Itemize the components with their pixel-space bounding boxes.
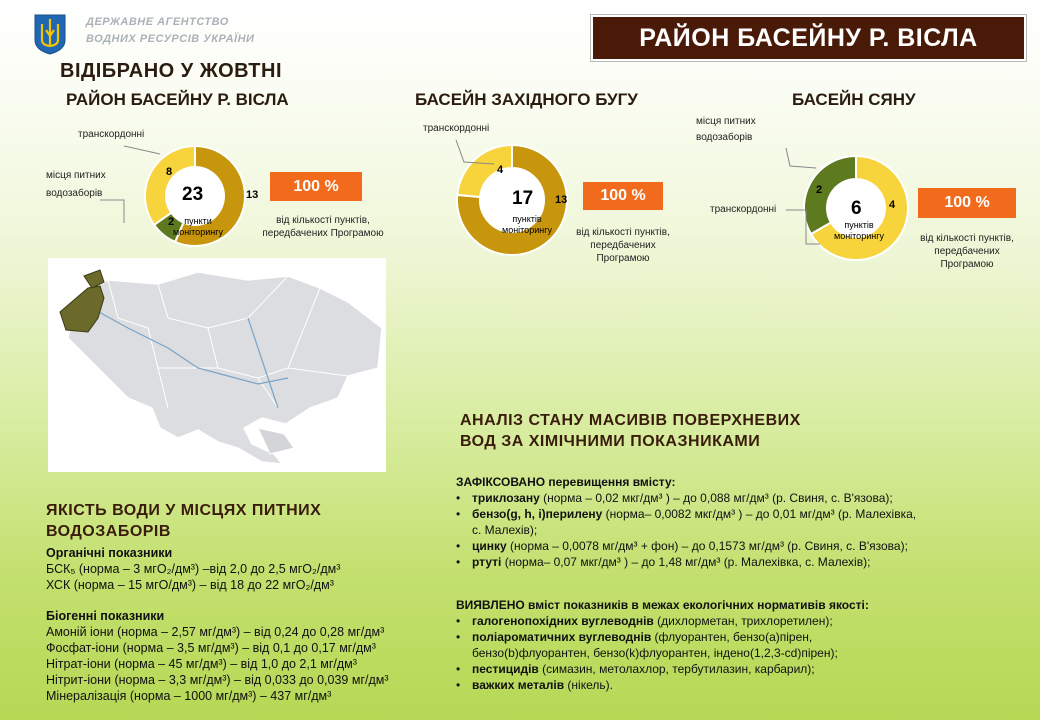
chart-3-title: БАСЕЙН СЯНУ: [792, 90, 916, 109]
list-item: • триклозану (норма – 0,02 мкг/дм³ ) – до 0,088 мг/дм³ (р. Свиня, с. В'язова);: [456, 491, 893, 505]
chart-1-label-transborder: транскордонні: [78, 129, 145, 140]
chart-3-value-water: 2: [816, 184, 823, 196]
chart-3-label-water: місця питних водозаборів: [696, 116, 756, 143]
chart-2-percent: 100 %: [583, 182, 663, 210]
chart-1-value-water: 2: [168, 216, 175, 228]
list-item: • пестицидів (симазин, метолахлор, тербутилазин, карбарил);: [456, 662, 815, 676]
analysis-heading-line-2: ВОД ЗА ХІМІЧНИМИ ПОКАЗНИКАМИ: [460, 433, 761, 450]
agency-line-2: ВОДНИХ РЕСУРСІВ УКРАЇНИ: [86, 33, 255, 45]
list-item: • бензо(g, h, i)перилену (норма– 0,0082 мкг/дм³ ) – до 0,01 мг/дм³ (р. Малехівка, с. Малехів);: [456, 507, 917, 537]
chart-1-title: РАЙОН БАСЕЙНУ Р. ВІСЛА: [66, 90, 289, 109]
biogenic-line-2: Фосфат-іони (норма – 3,5 мг/дм³) – від 0,1 до 0,17 мг/дм³: [46, 641, 376, 655]
organic-line-1: БСК₅ (норма – 3 мгО₂/дм³) –від 2,0 до 2,5 мгО₂/дм³: [46, 562, 341, 576]
quality-heading: [46, 500, 321, 542]
chart-2-label-transborder: транскордонні: [423, 123, 490, 134]
biogenic-line-4: Нітрит-іони (норма – 3,3 мг/дм³) – від 0,033 до 0,039 мг/дм³: [46, 673, 389, 687]
exceedance-list: [456, 474, 1031, 570]
organic-line-2: ХСК (норма – 15 мгО/дм³) – від 18 до 22 мгО₂/дм³: [46, 578, 334, 592]
quality-heading-line-2: ВОДОЗАБОРІВ: [46, 523, 171, 540]
list-item: • важких металів (нікель).: [456, 678, 613, 692]
found-heading: ВИЯВЛЕНО вміст показників в межах екологічних нормативів якості:: [456, 598, 869, 612]
chart-3-percent: 100 %: [918, 188, 1016, 218]
chart-3-value-monitoring: 4: [889, 199, 896, 211]
quality-organic: [46, 545, 340, 593]
chart-3-total: 6: [851, 198, 862, 219]
biogenic-line-3: Нітрат-іони (норма – 45 мг/дм³) – від 1,0 до 2,1 мг/дм³: [46, 657, 357, 671]
chart-3-label-transborder: транскордонні: [710, 204, 777, 215]
selected-heading: ВІДІБРАНО У ЖОВТНІ: [60, 60, 283, 82]
quality-heading-line-1: ЯКІСТЬ ВОДИ У МІСЦЯХ ПИТНИХ: [46, 502, 322, 519]
list-item: • ртуті (норма– 0,07 мкг/дм³ ) – до 1,48 мг/дм³ (р. Малехівка, с. Малехів);: [456, 555, 871, 569]
analysis-heading-line-1: АНАЛІЗ СТАНУ МАСИВІВ ПОВЕРХНЕВИХ: [460, 412, 801, 429]
agency-name: [86, 14, 254, 48]
biogenic-line-1: Амоній іони (норма – 2,57 мг/дм³) – від 0,24 до 0,28 мг/дм³: [46, 625, 385, 639]
page-title-banner: РАЙОН БАСЕЙНУ Р. ВІСЛА: [590, 14, 1027, 62]
list-item: • цинку (норма – 0,0078 мг/дм³ + фон) – до 0,1573 мг/дм³ (р. Свиня, с. В'язова);: [456, 539, 908, 553]
chart-2-total: 17: [512, 188, 534, 209]
chart-3-leader-water: [786, 148, 816, 168]
list-item: • поліароматичних вуглеводнів (флуорантен, бензо(а)пірен, бензо(b)флуорантен, бензо(k)флуорантен, індено(1,2,3-cd)пірен);: [456, 630, 838, 660]
list-item: • галогенопохідних вуглеводнів (дихлорметан, трихлоретилен);: [456, 614, 833, 628]
chart-2-center-label: пунктів моніторингу: [502, 214, 552, 235]
biogenic-heading: Біогенні показники: [46, 609, 165, 623]
chart-2-title: БАСЕЙН ЗАХІДНОГО БУГУ: [415, 90, 638, 109]
chart-2-value-monitoring: 13: [555, 194, 568, 206]
organic-heading: Органічні показники: [46, 546, 173, 560]
chart-1-value-transborder: 8: [166, 166, 173, 178]
chart-3-center-label: пунктів моніторингу: [834, 220, 884, 241]
biogenic-line-5: Мінералізація (норма – 1000 мг/дм³) – 437 мг/дм³: [46, 689, 332, 703]
chart-1-percent: 100 %: [270, 172, 362, 201]
found-list: [456, 597, 1031, 693]
chart-3-note: від кількості пунктів, передбачених Програмою: [920, 233, 1014, 270]
chart-2-value-transborder: 4: [497, 164, 504, 176]
exceedance-heading: ЗАФІКСОВАНО перевищення вмісту:: [456, 475, 676, 489]
chart-1-leader-transborder: [124, 146, 160, 154]
quality-biogenic: [46, 608, 389, 704]
chart-1-label-water: місця питних водозаборів: [46, 170, 106, 199]
chart-1-total: 23: [182, 184, 204, 205]
chart-1-leader-water: [100, 200, 124, 223]
chart-2-svg: [420, 118, 590, 258]
chart-2-note: від кількості пунктів, передбачених Програмою: [576, 227, 670, 264]
coat-of-arms-logo: [32, 12, 68, 56]
agency-line-1: ДЕРЖАВНЕ АГЕНТСТВО: [86, 16, 229, 28]
chart-1-note: від кількості пунктів, передбачених Програмою: [262, 215, 384, 239]
ukraine-map: [48, 258, 386, 472]
analysis-heading: [460, 410, 801, 452]
chart-1-center-label: пункти моніторингу: [173, 216, 223, 237]
chart-1-value-monitoring: 13: [246, 189, 259, 201]
